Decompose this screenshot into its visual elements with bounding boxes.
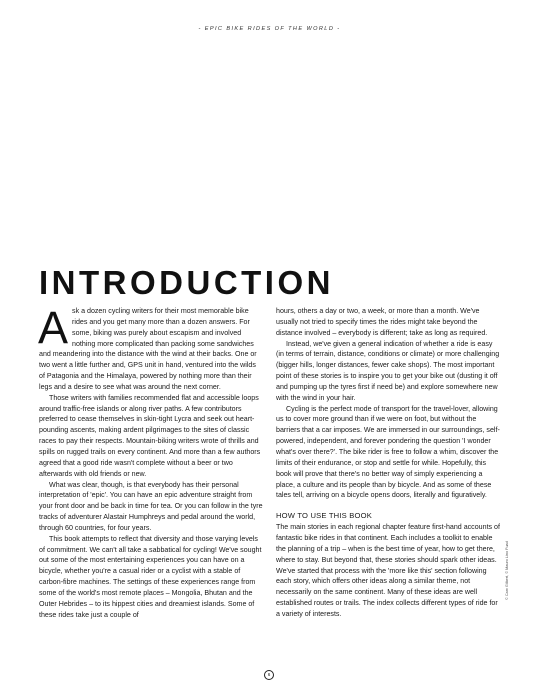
page-title: INTRODUCTION [39,264,334,301]
body-paragraph: The main stories in each regional chapter feature first-hand accounts of fantastic bike rides in that continent. Each includes a toolkit to enable the planning of a trip – when is the best time of year, how to get there, where to stay. But beyond that, these stories should spark other ideas. We've started that process with the 'more like this' section following each story, which offers other ideas along a similar theme, not necessarily on the same continent. Many of these ideas are well established routes or trails. The index collects different types of ride for a variety of interests. [276,523,500,618]
body-paragraph: This book attempts to reflect that diversity and those varying levels of commitment. We can't all take a sabbatical for cycling! We've sought out some of the most entertaining experiences you can have on a bicycle, whether you're a casual rider or a cyclist with a stable of carbon-fibre machines. The settings of these experiences range from some of the world's most remote places – Mongolia, Bhutan and the Outer Hebrides – to its hippest cities and dreamiest islands. Some of these rides take just a couple of [39,534,262,619]
running-head: - EPIC BIKE RIDES OF THE WORLD - [198,26,341,32]
photo-credit: © Cam Gilbert, © Mauro Lino Fuad [505,541,509,600]
body-paragraph: Cycling is the perfect mode of transport for the travel-lover, allowing us to cover more ground than if we were on foot, but without the barriers that a car imposes. We are immersed in our surroundings, self-powered, independent, and forever pondering the question 'I wonder what's over there?'. The bike rider is free to follow a whim, discover the limits of their endurance, or stop and settle for while. Hopefully, this book will prove that there's no better way of simply experiencing a place, a culture and its people than by bicycle. And as some of these tales tell, arriving on a bicycle opens doors, literally and figuratively. [276,404,500,500]
body-paragraph: Instead, we've given a general indication of whether a ride is easy (in terms of terrain, distance, conditions or climate) or more challenging (bigger hills, longer distances, fewer cake shops). The most important point of these stories is to inspire you to get your bike out (dusting it off and pumping up the tyres first if need be) and explore somewhere new with the wind in your hair. [276,339,500,402]
page-number: 6 [264,670,274,680]
drop-cap: A [38,302,69,353]
body-paragraph [38,302,263,393]
paragraph-text: sk a dozen cycling writers for their most memorable bike rides and you get many more than a dozen answers. For some, biking was purely about escapism and involved nothing more complicated than packing some sandwiches and meandering into the distance with the wind at their backs. One or two went a little further and, GPS unit in hand, ventured into the wilds of Patagonia and the Himalaya, powered by nothing more than their legs and a desire to see what was around the next corner. [39,307,257,391]
body-paragraph: Those writers with families recommended flat and accessible loops around traffic-free islands or along river paths. A few contributors preferred to cease themselves in skin-tight Lycra and seek out heart-pounding ascents, making ardent pilgrimages to the sites of classic races to pay their respects. Mountain-biking writers wrote of thrills and spills on rugged trails on every continent. And more than a few authors agreed that a good ride wasn't complete without a beer or two afterwards with old friends or new. [39,393,261,478]
right-column [276,306,502,620]
left-column [38,302,263,620]
body-paragraph: hours, others a day or two, a week, or more than a month. We've usually not tried to specify times the rides might take beyond the distance involved – everybody is different; take as long as required. [276,307,488,337]
body-paragraph: What was clear, though, is that everybody has their personal interpretation of 'epic'. You can have an epic adventure straight from your front door and be back in time for tea. Or you can follow in the tyre tracks of adventurer Alastair Humphreys and pedal around the world, through 60 countries, for four years. [39,480,263,532]
section-subheading: HOW TO USE THIS BOOK [276,511,372,521]
